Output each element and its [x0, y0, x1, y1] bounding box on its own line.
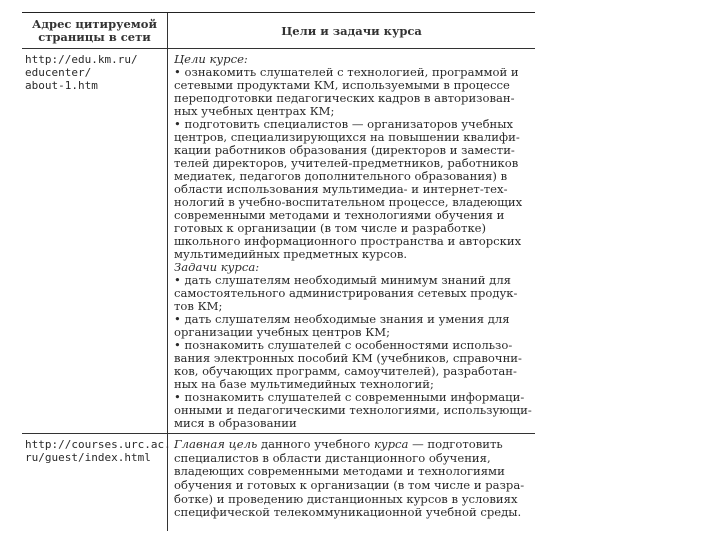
text-line: готовых к организации (в том числе и разработке) — [174, 221, 487, 235]
text-line: центров, специализирующихся на повышении квалифи- — [174, 130, 520, 144]
text-line: мися в образовании — [174, 416, 297, 430]
text-line: • познакомить слушателей с современными информаци- — [174, 390, 525, 404]
text-line: • дать слушателям необходимые знания и умения для — [174, 312, 510, 326]
courses-table — [22, 12, 535, 531]
text-line: онными и педагогическими технологиями, использующи- — [174, 403, 532, 417]
text-line: специфической телекоммуникационной учебной среды. — [174, 505, 522, 520]
row1-goals — [174, 53, 532, 430]
text-line: обучения и готовых к организации (в том числе и разра- — [174, 478, 525, 493]
text-line: ru/guest/index.html — [25, 451, 151, 464]
header-address-line: страницы в сети — [38, 30, 151, 44]
text-line: нологий в учебно-воспитательном процессе, владеющих — [174, 195, 523, 209]
text-line: самостоятельного администрирования сетевых продук- — [174, 286, 518, 300]
text-line: кации работников образования (директоров и замести- — [174, 143, 515, 157]
text-line: тов КМ; — [174, 299, 223, 313]
text-line: специалистов в области дистанционного обучения, — [174, 450, 491, 465]
text-line: школьного информационного пространства и авторских — [174, 234, 522, 248]
text: данного учебного — [257, 437, 374, 451]
row1-url — [25, 53, 138, 92]
row-divider — [22, 433, 535, 434]
header-address — [22, 13, 167, 49]
text-line: телей директоров, учителей-предметников, работников — [174, 156, 519, 170]
row2-url — [25, 438, 171, 464]
goals-heading: Цели курсе: — [174, 52, 248, 66]
text-line: владеющих современными методами и технологиями — [174, 464, 505, 479]
italic-term: курса — [373, 437, 409, 451]
row2-goals — [174, 438, 524, 520]
text-line: • ознакомить слушателей с технологией, программой и — [174, 65, 519, 79]
text-line: • дать слушателям необходимый минимум знаний для — [174, 273, 511, 287]
text-line: ных на базе мультимедийных технологий; — [174, 377, 434, 391]
text-line: медиатек, педагогов дополнительного образования) в — [174, 169, 508, 183]
text-line: сетевыми продуктами КМ, используемыми в процессе — [174, 78, 510, 92]
text-line: ботке) и проведению дистанционных курсов в условиях — [174, 491, 518, 506]
text-line: • познакомить слушателей с особенностями использо- — [174, 338, 513, 352]
italic-term: Главная цель — [174, 437, 258, 451]
text-line: организации учебных центров КМ; — [174, 325, 391, 339]
text-line: ных учебных центрах КМ; — [174, 104, 335, 118]
text-line: educenter/ — [25, 66, 92, 79]
text-line: http://edu.km.ru/ — [25, 53, 138, 66]
text-line: переподготовки педагогических кадров в авторизован- — [174, 91, 515, 105]
text-line — [174, 438, 524, 452]
text-line: вания электронных пособий КМ (учебников, справочни- — [174, 351, 522, 365]
text-line: http://courses.urc.ac. — [25, 438, 171, 451]
text-line: области использования мультимедиа- и интернет-тех- — [174, 182, 508, 196]
header-goals-label: Цели и задачи курса — [281, 23, 422, 38]
header-goals — [168, 13, 535, 49]
tasks-heading: Задачи курса: — [174, 260, 260, 274]
text-line: мультимедийных предметных курсов. — [174, 247, 408, 261]
text: — подготовить — [408, 437, 503, 451]
text-line: современными методами и технологиями обучения и — [174, 208, 505, 222]
text-line: about-1.htm — [25, 79, 98, 92]
text-line: • подготовить специалистов — организаторов учебных — [174, 117, 514, 131]
text-line: ков, обучающих программ, самоучителей), разработан- — [174, 364, 517, 378]
header-address-line: Адрес цитируемой — [32, 17, 157, 31]
